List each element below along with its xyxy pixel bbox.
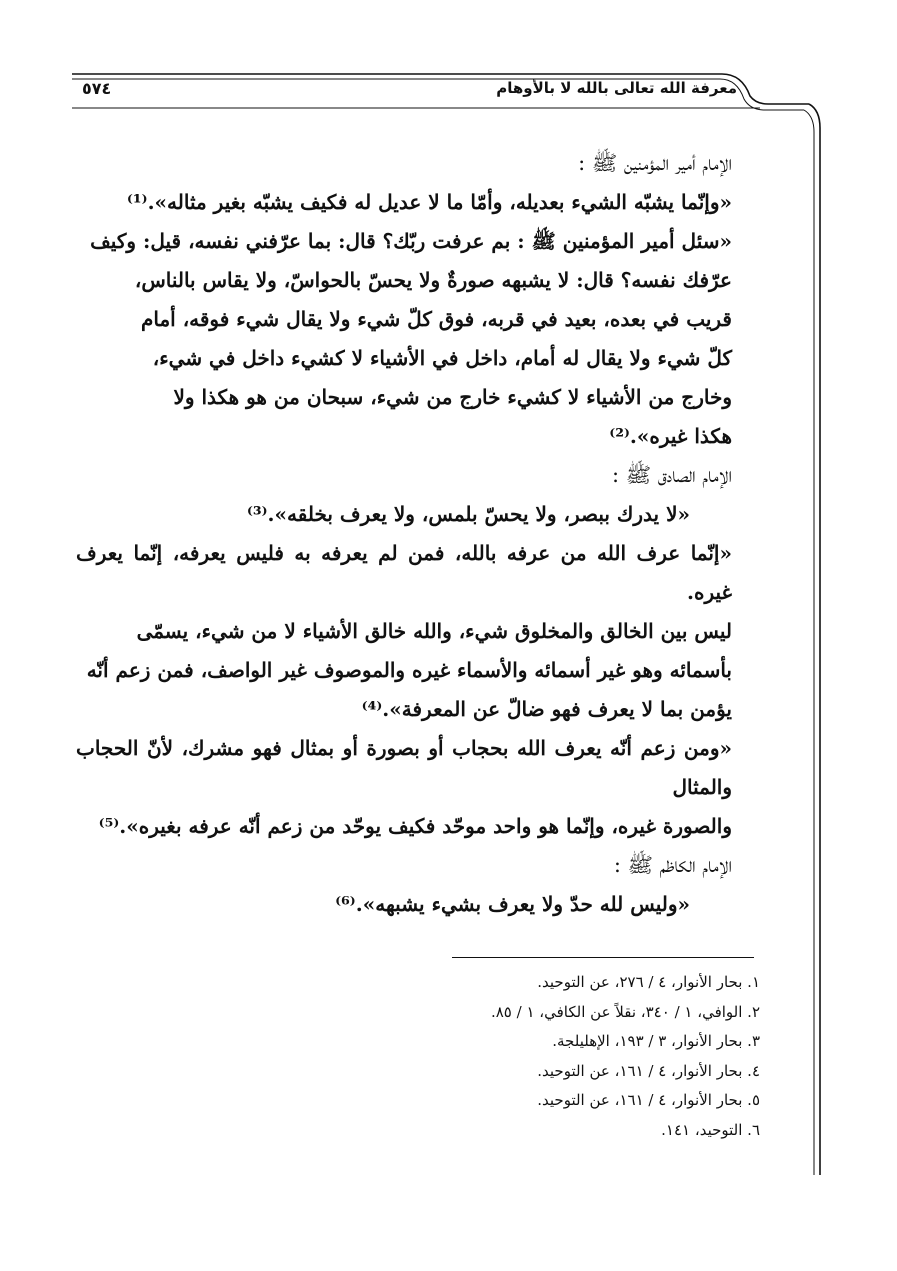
quote-line: كلّ شيء ولا يقال له أمام، داخل في الأشياء لا كشيء داخل في شيء، (152, 346, 732, 370)
running-header-title: معرفة الله تعالى بالله لا بالأوهام (496, 79, 737, 97)
quote-line: عرّفك نفسه؟ قال: لا يشبهه صورةٌ ولا يحسّ بالحواسّ، ولا يقاس بالناس، (134, 268, 732, 292)
footnote: ٤. بحار الأنوار، ٤ / ١٦١، عن التوحيد. (537, 1061, 760, 1080)
quote-line: قريب في بعده، بعيد في قربه، فوق كلّ شيء ولا يقال شيء فوقه، أمام (140, 307, 732, 331)
footnote: ٣. بحار الأنوار، ٣ / ١٩٣، الإهليلجة. (552, 1032, 760, 1050)
quote-line: «وليس لله حدّ ولا يعرف بشيء يشبهه».⁽⁶⁾ (335, 892, 690, 916)
quote-line: «وإنّما يشبّه الشيء بعديله، وأمّا ما لا عديل له فكيف يشبّه بغير مثاله».⁽¹⁾ (126, 190, 732, 214)
quote-line: «سئل أمير المؤمنين ﷺ : بم عرفت ربّك؟ قال: بما عرّفني نفسه، قيل: وكيف (90, 229, 732, 253)
footnotes (300, 968, 760, 1145)
main-text (76, 144, 732, 924)
quote-line: يؤمن بما لا يعرف فهو ضالّ عن المعرفة».⁽⁴⁾ (361, 697, 732, 721)
quote-line: «إنّما عرف الله من عرفه بالله، فمن لم يعرفه به فليس يعرفه، إنّما يعرف غيره. (76, 541, 732, 604)
quote-line: «ومن زعم أنّه يعرف الله بحجاب أو بصورة أو بمثال فهو مشرك، لأنّ الحجاب والمثال (76, 736, 732, 799)
page-number: ٥٧٤ (82, 79, 112, 98)
quote-line: والصورة غيره، وإنّما هو واحد موحّد فكيف يوحّد من زعم أنّه عرفه بغيره».⁽⁵⁾ (98, 814, 732, 838)
section-heading: الإمام أمير المؤمنين ﷺ : (578, 151, 732, 175)
quote-line: بأسمائه وهو غير أسمائه والأسماء غيره والموصوف غير الواصف، فمن زعم أنّه (86, 658, 732, 682)
footnote: ١. بحار الأنوار، ٤ / ٢٧٦، عن التوحيد. (537, 973, 760, 991)
section-heading: الإمام الصادق ﷺ : (611, 463, 732, 487)
quote-line: ليس بين الخالق والمخلوق شيء، والله خالق الأشياء لا من شيء، يسمّى (136, 619, 732, 643)
footnote: ٥. بحار الأنوار، ٤ / ١٦١، عن التوحيد. (537, 1091, 760, 1109)
footnote-divider (452, 957, 754, 958)
quote-line: «لا يدرك ببصر، ولا يحسّ بلمس، ولا يعرف بخلقه».⁽³⁾ (246, 502, 690, 526)
footnote: ٦. التوحيد، ١٤١. (661, 1120, 760, 1139)
quote-line: هكذا غيره».⁽²⁾ (609, 424, 732, 448)
footnote: ٢. الوافي، ١ / ٣٤٠، نقلاً عن الكافي، ١ / ٨٥. (490, 1002, 760, 1021)
quote-line: وخارج من الأشياء لا كشيء خارج من شيء، سبحان من هو هكذا ولا (173, 385, 732, 409)
section-heading: الإمام الكاظم ﷺ : (613, 853, 732, 877)
